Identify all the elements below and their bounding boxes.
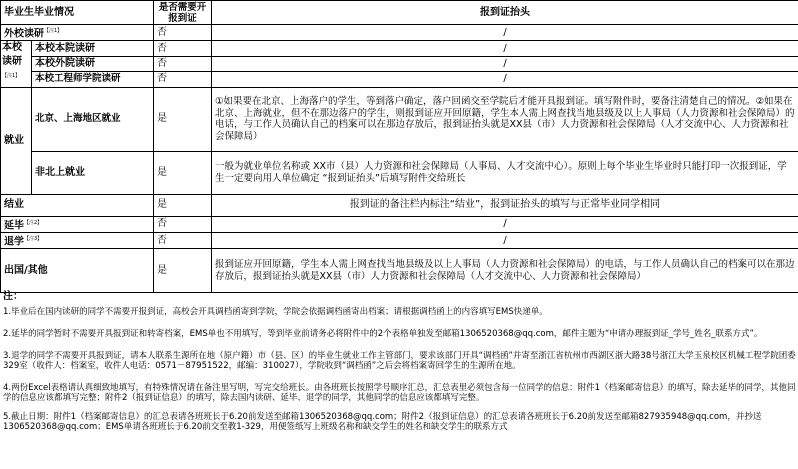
- row-need: 否: [154, 216, 212, 232]
- row-outside-study: [1, 25, 798, 41]
- row-need: 否: [154, 25, 212, 41]
- note-item-5: 5.截止日期：附件1（档案邮寄信息）的汇总表请各班班长于6.20前发送至邮箱1306520368@qq.com；附件2（报到证信息）的汇总表请各班班长于6.20前发送至邮箱827935948@qq.com，并抄送1306520368@qq.com；EMS单请各班班长于6.20前交至教1-329，用便签纸写上班级名称和缺交学生的姓名和缺交学生的联系方式: [3, 412, 762, 432]
- row-label: 外校读研$^{【注1】}$: [1, 25, 154, 41]
- row-header: /: [212, 216, 798, 232]
- notes-title: 注：: [3, 291, 23, 302]
- row-employment-nonbjsh: [1, 151, 798, 194]
- row-completion: [1, 194, 798, 216]
- header-situation: 毕业生毕业情况: [1, 1, 154, 25]
- row-header: 报到证的备注栏内标注“结业”，报到证抬头的填写与正常毕业同学相同: [212, 194, 798, 216]
- row-need: 是: [154, 87, 212, 151]
- sub-label: 本校工程师学院读研: [32, 72, 154, 87]
- note-item-3: 3.退学的同学不需要开具报到证，请本人联系生源所在地（原户籍）市（县、区）的毕业生就业工作主管部门，要求该部门开具“调档函”并寄至浙江省杭州市西湖区浙大路38号浙江大学玉泉校区机械工程学院团委329室（收件人：档案室，收件人电话：0571－87951522，邮编：310027），学院收到“调档函”之后会将档案寄回学生的生源所在地。: [3, 351, 796, 371]
- row-header: /: [212, 41, 798, 56]
- note-item-2: 2.延毕的同学暂时不需要开具报到证和转寄档案，EMS单也不用填写，等到毕业前请务必将附件中的2个表格单独发至邮箱1306520368@qq.com，邮件主题为“申请办理报到证_学号_姓名_联系方式”。: [3, 329, 763, 339]
- row-label: 出国/其他: [1, 249, 154, 293]
- note-item-1: 1.毕业后在国内读研的同学不需要开报到证，高校会开具调档函寄到学院，学院会依据调档函寄出档案；请根据调档函上的内容填写EMS快递单。: [3, 307, 548, 317]
- note-ref: 【注1】: [44, 28, 63, 34]
- row-abroad: [1, 249, 798, 293]
- row-label: 结业: [1, 194, 154, 216]
- row-need: 否: [154, 232, 212, 248]
- row-local-study-1: [1, 41, 798, 56]
- row-need: 是: [154, 249, 212, 293]
- row-label: 延毕$^{【注2】}$: [1, 216, 154, 232]
- row-withdraw: [1, 232, 798, 248]
- sub-label: 本校外院读研: [32, 56, 154, 71]
- row-label: 退学$^{【注3】}$: [1, 232, 154, 248]
- row-header: 报到证应开回原籍，学生本人需上网查找当地县级及以上人事局（人力资源和社会保障局）的电话，与工作人员确认自己的档案可以在那边存放后，报到证抬头就是XX县（市）人力资源和社会保障局（人才交流中心、人力资源和社会保障局）: [212, 249, 798, 293]
- row-header: /: [212, 25, 798, 41]
- row-header: ①如果要在北京、上海落户的学生，等到落户确定，落户回函交至学院后才能开具报到证。填写附件时，要备注清楚自己的情况。②如果在北京、上海就业，但不在那边落户的学生，则报到证应开回原籍，学生本人需上网查找当地县级及以上人事局（人力资源和社会保障局）的电话，与工作人员确认自己的档案可以在那边存放后，报到证抬头就是XX县（市）人力资源和社会保障局（人才交流中心、人力资源和社会保障局）: [212, 87, 798, 151]
- notes-section: [0, 288, 798, 432]
- row-need: 是: [154, 194, 212, 216]
- row-employment-bjsh: [1, 87, 798, 151]
- row-label: 本校读研 $^{【注1】}$: [1, 41, 32, 87]
- row-need: 是: [154, 151, 212, 194]
- note-ref: 【注3】: [24, 235, 43, 242]
- header-report-header: 报到证抬头: [212, 1, 798, 25]
- row-local-study-2: [1, 56, 798, 71]
- row-need: 否: [154, 56, 212, 71]
- sub-label: 非北上就业: [32, 151, 154, 194]
- row-label: 就业: [1, 87, 32, 194]
- row-header: /: [212, 56, 798, 71]
- note-item-4: 4.两份Excel表格请认真细致地填写，有特殊情况请在备注里写明，写完交给班长。由各班班长按照学号顺序汇总，汇总表里必须包含每一位同学的信息：附件1（档案邮寄信息）的填写，除去延毕的同学，其他同学的信息应该都填写完整；附件2（报到证信息）的填写，除去国内读研、延毕、退学的同学，其他同学的信息应该都填写完整。: [3, 383, 796, 403]
- row-header: /: [212, 72, 798, 87]
- row-need: 否: [154, 72, 212, 87]
- header-need-open: 是否需要开报到证: [154, 1, 212, 25]
- row-local-study-3: [1, 72, 798, 87]
- row-delay: [1, 216, 798, 232]
- note-ref: 【注1】: [2, 73, 21, 80]
- sub-label: 本校本院读研: [32, 41, 154, 56]
- row-need: 否: [154, 41, 212, 56]
- sub-label: 北京、上海地区就业: [32, 87, 154, 151]
- note-ref: 【注2】: [24, 219, 43, 226]
- table-header-row: [1, 1, 798, 25]
- row-header: /: [212, 232, 798, 248]
- row-header: 一般为就业单位名称或 XX市（县）人力资源和社会保障局（人事局、人才交流中心）。原则上每个毕业生毕业时只能打印一次报到证，学生一定要向用人单位确定 “报到证抬头”后填写附件交给班长: [212, 151, 798, 194]
